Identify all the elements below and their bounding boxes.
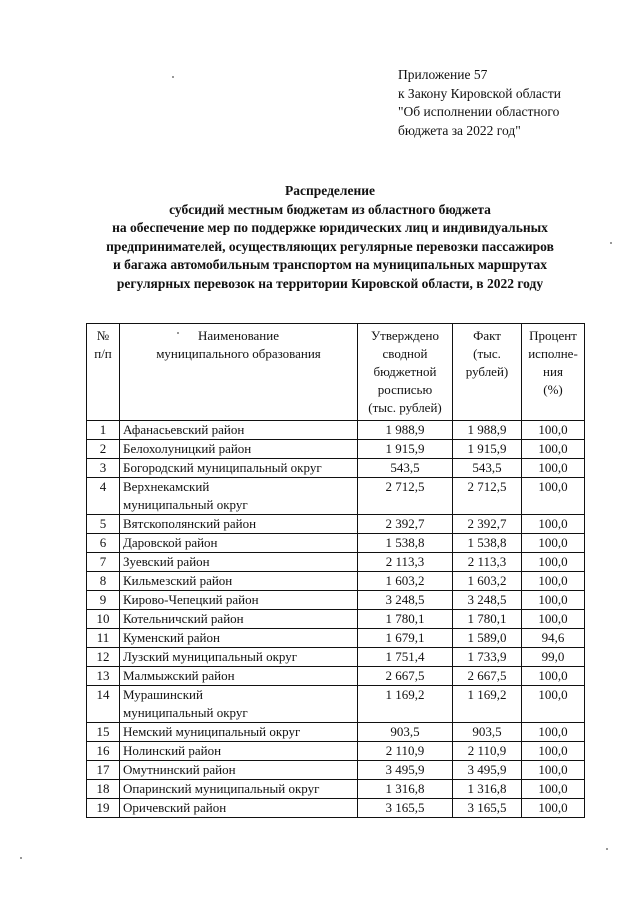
- row-approved: 1 751,4: [358, 648, 453, 667]
- row-number: 4: [87, 478, 120, 515]
- scan-speck: [606, 848, 608, 850]
- row-approved: 1 915,9: [358, 440, 453, 459]
- row-municipality: Нолинский район: [120, 742, 358, 761]
- row-fact: 543,5: [453, 459, 522, 478]
- table-header-row: [87, 324, 585, 421]
- table-row: [87, 478, 585, 515]
- row-approved: 3 248,5: [358, 591, 453, 610]
- appendix-line: "Об исполнении областного: [398, 104, 560, 119]
- title-line: регулярных перевозок на территории Кировской области, в 2022 году: [116, 275, 544, 291]
- row-fact: 3 248,5: [453, 591, 522, 610]
- row-number: 6: [87, 534, 120, 553]
- row-fact: 903,5: [453, 723, 522, 742]
- row-fact: 2 392,7: [453, 515, 522, 534]
- row-approved: 2 667,5: [358, 667, 453, 686]
- row-approved: 1 988,9: [358, 421, 453, 440]
- row-fact: 1 733,9: [453, 648, 522, 667]
- row-percent: 100,0: [522, 572, 585, 591]
- row-fact: 1 316,8: [453, 780, 522, 799]
- row-fact: 1 780,1: [453, 610, 522, 629]
- row-percent: 100,0: [522, 761, 585, 780]
- row-number: 11: [87, 629, 120, 648]
- row-municipality: Мурашинский муниципальный округ: [120, 686, 358, 723]
- table-row: [87, 780, 585, 799]
- row-number: 14: [87, 686, 120, 723]
- header-approved: Утверждено сводной бюджетной росписью (тыс. рублей): [358, 324, 453, 421]
- row-number: 15: [87, 723, 120, 742]
- table-body: [87, 421, 585, 818]
- row-fact: 3 165,5: [453, 799, 522, 818]
- row-number: 2: [87, 440, 120, 459]
- row-approved: 1 679,1: [358, 629, 453, 648]
- row-municipality: Малмыжский район: [120, 667, 358, 686]
- row-number: 1: [87, 421, 120, 440]
- row-percent: 100,0: [522, 478, 585, 515]
- row-percent: 100,0: [522, 421, 585, 440]
- appendix-note: [398, 66, 561, 140]
- title-line: субсидий местным бюджетам из областного бюджета: [169, 201, 491, 217]
- row-number: 9: [87, 591, 120, 610]
- scan-speck: [610, 242, 612, 244]
- row-number: 18: [87, 780, 120, 799]
- appendix-line: Приложение 57: [398, 67, 488, 82]
- row-approved: 1 316,8: [358, 780, 453, 799]
- row-municipality: Верхнекамский муниципальный округ: [120, 478, 358, 515]
- row-fact: 1 988,9: [453, 421, 522, 440]
- row-approved: 1 780,1: [358, 610, 453, 629]
- row-percent: 100,0: [522, 610, 585, 629]
- row-percent: 100,0: [522, 799, 585, 818]
- row-approved: 2 113,3: [358, 553, 453, 572]
- row-fact: 1 589,0: [453, 629, 522, 648]
- row-number: 19: [87, 799, 120, 818]
- row-municipality: Оричевский район: [120, 799, 358, 818]
- row-municipality: Куменский район: [120, 629, 358, 648]
- row-municipality: Омутнинский район: [120, 761, 358, 780]
- row-number: 7: [87, 553, 120, 572]
- appendix-line: бюджета за 2022 год": [398, 122, 521, 138]
- row-approved: 2 110,9: [358, 742, 453, 761]
- row-fact: 1 603,2: [453, 572, 522, 591]
- row-approved: 543,5: [358, 459, 453, 478]
- row-number: 5: [87, 515, 120, 534]
- row-number: 16: [87, 742, 120, 761]
- row-number: 12: [87, 648, 120, 667]
- header-fact: Факт (тыс. рублей): [453, 324, 522, 421]
- header-percent: Процент исполне- ния (%): [522, 324, 585, 421]
- table-row: [87, 799, 585, 818]
- row-fact: 1 915,9: [453, 440, 522, 459]
- table-row: [87, 421, 585, 440]
- header-municipality: Наименование муниципального образования: [120, 324, 358, 421]
- row-fact: 3 495,9: [453, 761, 522, 780]
- title-line: и багажа автомобильным транспортом на муниципальных маршрутах: [112, 257, 548, 272]
- title-line: предпринимателей, осуществляющих регулярные перевозки пассажиров: [106, 238, 554, 254]
- row-number: 13: [87, 667, 120, 686]
- row-municipality: Опаринский муниципальный округ: [120, 780, 358, 799]
- row-percent: 100,0: [522, 667, 585, 686]
- row-approved: 903,5: [358, 723, 453, 742]
- table-row: [87, 648, 585, 667]
- scan-speck: [172, 76, 174, 78]
- table-row: [87, 553, 585, 572]
- row-percent: 100,0: [522, 515, 585, 534]
- table-row: [87, 459, 585, 478]
- row-municipality: Богородский муниципальный округ: [120, 459, 358, 478]
- row-fact: 1 169,2: [453, 686, 522, 723]
- row-percent: 99,0: [522, 648, 585, 667]
- row-percent: 94,6: [522, 629, 585, 648]
- scan-speck: [20, 857, 22, 859]
- table-row: [87, 515, 585, 534]
- table-row: [87, 761, 585, 780]
- document-title: [60, 182, 600, 293]
- table-row: [87, 723, 585, 742]
- row-number: 17: [87, 761, 120, 780]
- row-municipality: Афанасьевский район: [120, 421, 358, 440]
- row-approved: 2 712,5: [358, 478, 453, 515]
- row-approved: 1 603,2: [358, 572, 453, 591]
- row-fact: 2 110,9: [453, 742, 522, 761]
- row-municipality: Зуевский район: [120, 553, 358, 572]
- row-percent: 100,0: [522, 591, 585, 610]
- row-approved: 3 495,9: [358, 761, 453, 780]
- table-row: [87, 610, 585, 629]
- row-percent: 100,0: [522, 553, 585, 572]
- row-number: 10: [87, 610, 120, 629]
- table-row: [87, 742, 585, 761]
- row-approved: 2 392,7: [358, 515, 453, 534]
- title-line: на обеспечение мер по поддержке юридических лиц и индивидуальных: [112, 220, 548, 235]
- row-municipality: Лузский муниципальный округ: [120, 648, 358, 667]
- row-fact: 1 538,8: [453, 534, 522, 553]
- row-municipality: Кирово-Чепецкий район: [120, 591, 358, 610]
- table-row: [87, 591, 585, 610]
- row-municipality: Даровской район: [120, 534, 358, 553]
- row-municipality: Немский муниципальный округ: [120, 723, 358, 742]
- scan-speck: [177, 332, 179, 334]
- row-municipality: Белохолуницкий район: [120, 440, 358, 459]
- row-percent: 100,0: [522, 742, 585, 761]
- table-row: [87, 629, 585, 648]
- row-percent: 100,0: [522, 686, 585, 723]
- table-row: [87, 572, 585, 591]
- row-approved: 1 538,8: [358, 534, 453, 553]
- row-municipality: Вятскополянский район: [120, 515, 358, 534]
- row-percent: 100,0: [522, 723, 585, 742]
- row-number: 3: [87, 459, 120, 478]
- row-percent: 100,0: [522, 459, 585, 478]
- row-percent: 100,0: [522, 780, 585, 799]
- row-municipality: Котельничский район: [120, 610, 358, 629]
- table-row: [87, 667, 585, 686]
- row-municipality: Кильмезский район: [120, 572, 358, 591]
- row-approved: 3 165,5: [358, 799, 453, 818]
- row-fact: 2 113,3: [453, 553, 522, 572]
- row-percent: 100,0: [522, 440, 585, 459]
- title-line: Распределение: [284, 183, 376, 198]
- row-fact: 2 712,5: [453, 478, 522, 515]
- table-row: [87, 686, 585, 723]
- row-fact: 2 667,5: [453, 667, 522, 686]
- table-row: [87, 534, 585, 553]
- header-number: № п/п: [87, 324, 120, 421]
- table-row: [87, 440, 585, 459]
- subsidy-table: [86, 323, 585, 818]
- appendix-line: к Закону Кировской области: [398, 85, 562, 101]
- row-approved: 1 169,2: [358, 686, 453, 723]
- row-percent: 100,0: [522, 534, 585, 553]
- row-number: 8: [87, 572, 120, 591]
